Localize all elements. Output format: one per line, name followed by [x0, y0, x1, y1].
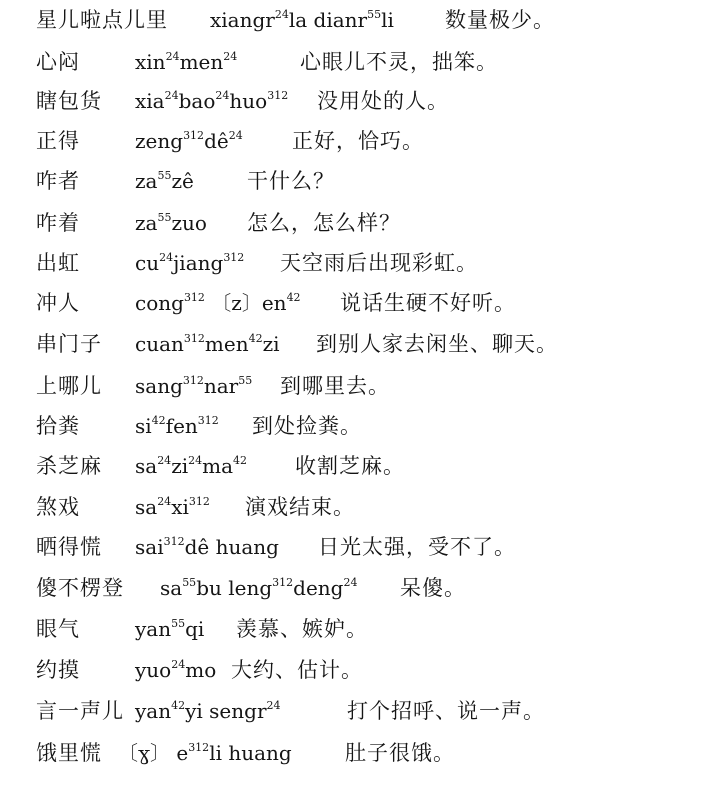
entry-definition: 收割芝麻。 — [295, 454, 405, 478]
syllable-text: men — [204, 332, 249, 356]
syllable-text: si — [135, 414, 152, 438]
entry-word: 瞎包货 — [36, 89, 102, 113]
entry-word: 煞戏 — [36, 495, 80, 519]
entry-pronunciation — [135, 446, 247, 490]
syllable-text: yan — [135, 617, 172, 641]
syllable-text: fen — [165, 414, 198, 438]
entry-definition: 到别人家去闲坐、聊天。 — [316, 332, 558, 356]
syllable-text: nar — [203, 374, 239, 398]
syllable-text: ma — [202, 454, 234, 478]
entry-word: 冲人 — [36, 291, 80, 315]
entry-definition: 演戏结束。 — [245, 495, 355, 519]
entry-definition: 打个招呼、说一声。 — [347, 699, 545, 723]
tone-number: 42 — [171, 699, 186, 712]
entry-word: 心闷 — [36, 50, 80, 74]
syllable-text: mo — [185, 658, 217, 682]
entry-definition: 正好，恰巧。 — [292, 129, 424, 153]
syllable-text: sang — [135, 374, 183, 398]
entry-word: 饿里慌 — [36, 741, 102, 765]
tone-number: 24 — [228, 129, 243, 142]
syllable-text: yan — [135, 699, 172, 723]
syllable-text: deng — [293, 576, 344, 600]
syllable-text: dê — [204, 129, 229, 153]
entry-pronunciation — [135, 366, 252, 410]
tone-number: 24 — [171, 658, 186, 671]
entry-definition: 干什么？ — [247, 169, 335, 193]
syllable-text: xia — [135, 89, 165, 113]
syllable-text: bao — [178, 89, 216, 113]
tone-number: 312 — [163, 535, 185, 548]
syllable-text: 〔ɣ〕 e — [118, 741, 189, 765]
entry-pronunciation — [135, 161, 194, 205]
entry-pronunciation — [118, 733, 292, 777]
entry-definition: 怎么，怎么样？ — [247, 211, 401, 235]
syllable-text: la dianr — [288, 8, 368, 32]
syllable-text: qi — [185, 617, 205, 641]
entry-word: 出虹 — [36, 251, 80, 275]
tone-number: 24 — [223, 50, 238, 63]
syllable-text: dê huang — [184, 535, 279, 559]
syllable-text: za — [135, 169, 158, 193]
syllable-text: jiang — [173, 251, 224, 275]
entry-word: 咋着 — [36, 211, 80, 235]
tone-number: 24 — [215, 89, 230, 102]
tone-number: 55 — [157, 211, 172, 224]
syllable-text: bu leng — [196, 576, 273, 600]
entry-pronunciation — [135, 324, 280, 368]
entry-word: 晒得慌 — [36, 535, 102, 559]
entry-word: 串门子 — [36, 332, 102, 356]
syllable-text: zê — [171, 169, 194, 193]
tone-number: 24 — [157, 495, 172, 508]
syllable-text: xiangr — [210, 8, 275, 32]
entry-word: 约摸 — [36, 658, 80, 682]
tone-number: 24 — [165, 50, 180, 63]
tone-number: 312 — [223, 251, 245, 264]
entry-pronunciation — [160, 568, 357, 612]
syllable-text: zuo — [171, 211, 207, 235]
tone-number: 312 — [183, 291, 205, 304]
syllable-text: zeng — [135, 129, 184, 153]
tone-number: 24 — [274, 8, 289, 21]
tone-number: 312 — [182, 374, 204, 387]
tone-number: 312 — [267, 89, 289, 102]
entry-word: 眼气 — [36, 617, 80, 641]
entry-definition: 说话生硬不好听。 — [340, 291, 516, 315]
entry-word: 傻不楞登 — [36, 576, 124, 600]
syllable-text: sa — [160, 576, 183, 600]
entry-pronunciation — [135, 42, 237, 86]
entry-definition: 日光太强，受不了。 — [318, 535, 516, 559]
tone-number: 312 — [183, 129, 205, 142]
syllable-text: huo — [229, 89, 268, 113]
entry-pronunciation — [135, 609, 204, 653]
entry-definition: 呆傻。 — [400, 576, 466, 600]
tone-number: 42 — [233, 454, 248, 467]
tone-number: 55 — [367, 8, 382, 21]
tone-number: 312 — [272, 576, 294, 589]
tone-number: 24 — [164, 89, 179, 102]
tone-number: 24 — [343, 576, 358, 589]
syllable-text: yuo — [135, 658, 172, 682]
tone-number: 55 — [182, 576, 197, 589]
syllable-text: xi — [171, 495, 189, 519]
tone-number: 312 — [197, 414, 219, 427]
entry-pronunciation — [135, 406, 219, 450]
syllable-text: li huang — [209, 741, 292, 765]
tone-number: 24 — [266, 699, 281, 712]
tone-number: 55 — [238, 374, 253, 387]
syllable-text: cu — [135, 251, 160, 275]
entry-pronunciation — [135, 203, 207, 247]
tone-number: 312 — [183, 332, 205, 345]
syllable-text: zi — [171, 454, 189, 478]
syllable-text: cuan — [135, 332, 184, 356]
entry-pronunciation — [135, 283, 301, 327]
tone-number: 24 — [159, 251, 174, 264]
entry-definition: 心眼儿不灵，拙笨。 — [300, 50, 498, 74]
entry-definition: 大约、估计。 — [231, 658, 363, 682]
tone-number: 55 — [171, 617, 186, 630]
tone-number: 24 — [188, 454, 203, 467]
syllable-text: men — [179, 50, 224, 74]
entry-word: 杀芝麻 — [36, 454, 102, 478]
syllable-text: za — [135, 211, 158, 235]
entry-definition: 肚子很饿。 — [345, 741, 455, 765]
entry-definition: 到哪里去。 — [280, 374, 390, 398]
entry-word: 言一声儿 — [36, 699, 124, 723]
entry-definition: 天空雨后出现彩虹。 — [280, 251, 478, 275]
entry-word: 拾粪 — [36, 414, 80, 438]
syllable-text: li — [381, 8, 394, 32]
entry-pronunciation — [135, 527, 279, 571]
entry-word: 星儿啦点儿里 — [36, 8, 168, 32]
tone-number: 312 — [188, 495, 210, 508]
entry-pronunciation — [135, 691, 281, 735]
entry-pronunciation — [135, 650, 216, 694]
syllable-text: sa — [135, 495, 158, 519]
tone-number: 24 — [157, 454, 172, 467]
entry-word: 正得 — [36, 129, 80, 153]
tone-number: 42 — [151, 414, 166, 427]
entry-pronunciation — [135, 81, 288, 125]
syllable-text: cong — [135, 291, 184, 315]
entry-definition: 数量极少。 — [445, 8, 555, 32]
syllable-text: xin — [135, 50, 166, 74]
entry-word: 上哪儿 — [36, 374, 102, 398]
entry-pronunciation — [135, 487, 210, 531]
syllable-text: yi sengr — [185, 699, 267, 723]
tone-number: 42 — [248, 332, 263, 345]
entry-pronunciation — [135, 121, 243, 165]
entry-definition: 到处捡粪。 — [252, 414, 362, 438]
entry-definition: 羡慕、嫉妒。 — [236, 617, 368, 641]
tone-number: 42 — [286, 291, 301, 304]
entry-pronunciation — [135, 243, 244, 287]
tone-number: 55 — [157, 169, 172, 182]
syllable-text: sa — [135, 454, 158, 478]
entry-pronunciation — [210, 0, 394, 44]
entry-word: 咋者 — [36, 169, 80, 193]
entry-definition: 没用处的人。 — [317, 89, 449, 113]
syllable-text: 〔z〕en — [204, 291, 287, 315]
tone-number: 312 — [188, 741, 210, 754]
syllable-text: zi — [262, 332, 280, 356]
syllable-text: sai — [135, 535, 164, 559]
